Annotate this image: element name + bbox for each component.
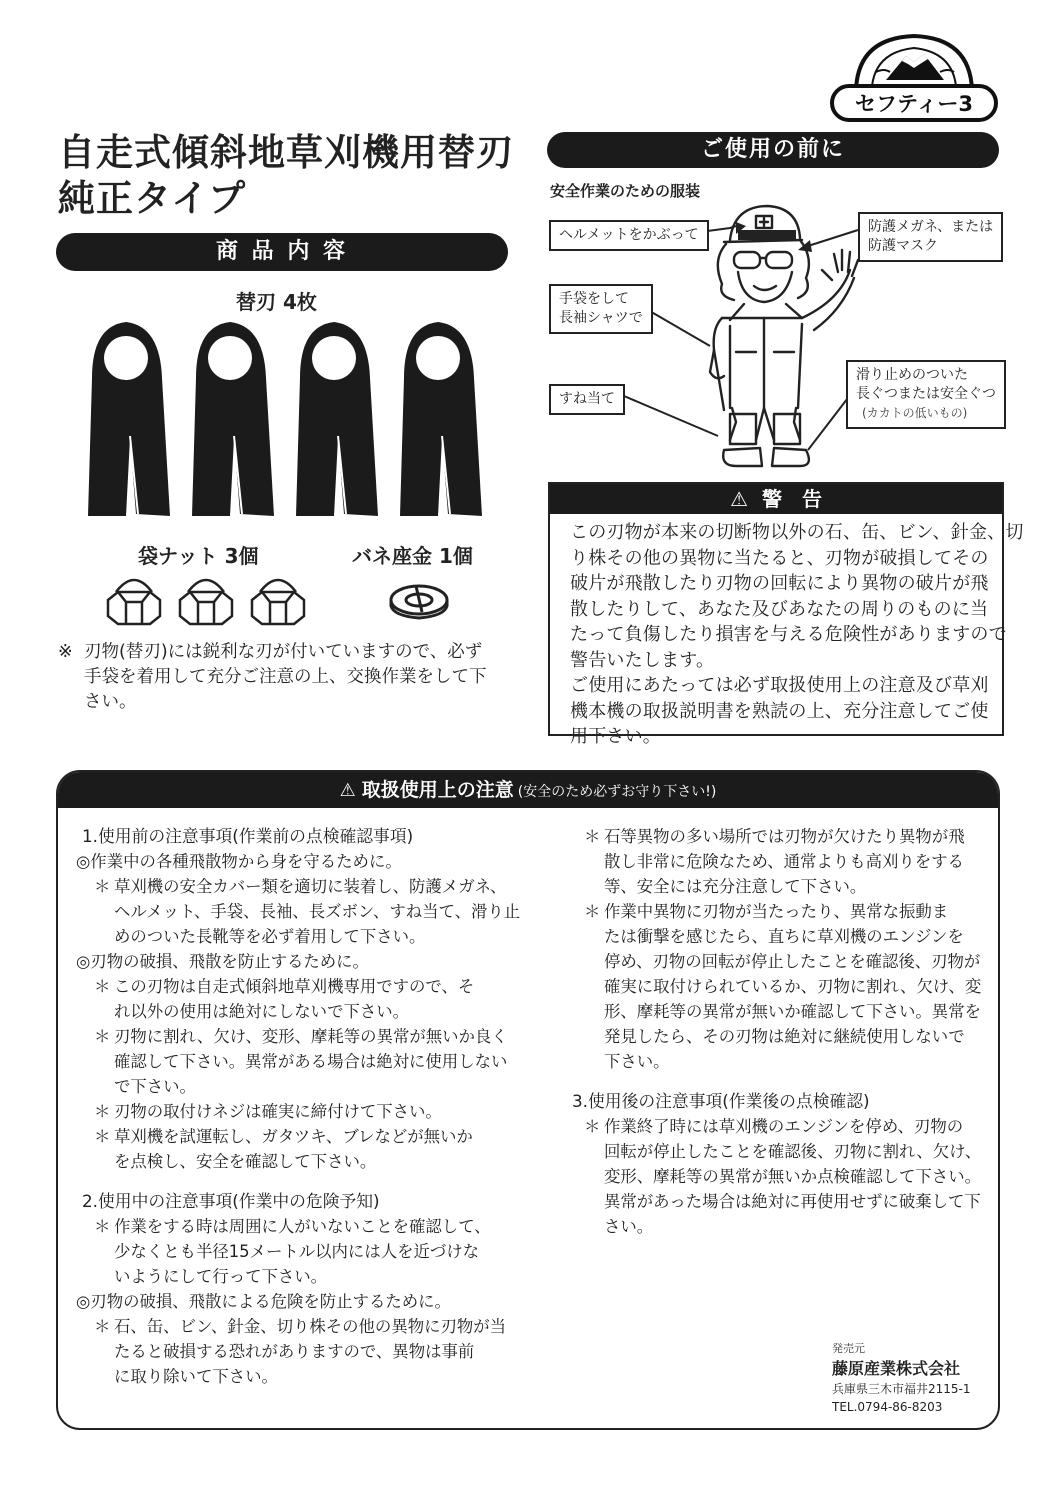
callout-goggles-line: 防護マスク xyxy=(868,238,938,254)
spring-washer-icon xyxy=(386,578,452,624)
handling-subtitle: (安全のため必ずお守り下さい!) xyxy=(517,784,717,800)
caution-item-line: 石、缶、ビン、針金、切り株その他の異物に刃物が当 xyxy=(114,1317,507,1336)
caution-item-line: たは衝撃を感じたら、直ちに草刈機のエンジンを xyxy=(604,927,964,946)
product-title-line-2: 純正タイプ xyxy=(58,177,247,220)
handling-warning-icon: ⚠ xyxy=(339,780,356,801)
purpose-line: ◎刃物の破損、飛散を防止するために。 xyxy=(76,952,369,971)
caution-item-line: 草刈機の安全カバー類を適切に装着し、防護メガネ、 xyxy=(114,877,507,896)
star-mark: ＊ xyxy=(94,977,111,996)
seller-company: 藤原産業株式会社 xyxy=(832,1359,961,1378)
handling-left-column xyxy=(76,824,521,1389)
caution-item-line: 下さい。 xyxy=(604,1052,670,1071)
callout-shoes xyxy=(846,360,1006,429)
cap-nut-icon xyxy=(180,580,232,624)
caution-item-line: 刃物の取付けネジは確実に締付けて下さい。 xyxy=(114,1102,442,1121)
caution-item xyxy=(566,899,996,1074)
blade-caution-note xyxy=(58,640,518,715)
product-title-line-1: 自走式傾斜地草刈機用替刃 xyxy=(58,131,514,174)
caution-item-line: に取り除いて下さい。 xyxy=(114,1367,278,1386)
section-gap xyxy=(76,1174,516,1189)
handling-header xyxy=(58,772,998,808)
caution-item xyxy=(566,824,996,899)
caution-item xyxy=(566,1114,996,1239)
blades-label: 替刃 4枚 xyxy=(236,290,317,314)
caution-item xyxy=(76,874,521,949)
callout-helmet: ヘルメットをかぶって xyxy=(549,220,709,251)
caution-item-line: 異常があった場合は絶対に再使用せずに破棄して下 xyxy=(604,1192,981,1211)
seller-tel: TEL.0794-86-8203 xyxy=(832,1400,943,1414)
section-heading: 3.使用後の注意事項(作業後の点検確認) xyxy=(572,1091,870,1111)
caution-item-line: 形、摩耗等の異常が無いか確認して下さい。異常を xyxy=(604,1002,981,1021)
caution-item-line: を点検し、安全を確認して下さい。 xyxy=(114,1152,377,1171)
replacement-blade-icon xyxy=(400,322,482,516)
warning-line: 用下さい。 xyxy=(570,726,661,747)
note-line: 刃物(替刃)には鋭利な刃が付いていますので、必ず xyxy=(84,642,483,662)
replacement-blade-icon xyxy=(192,322,274,516)
warning-line: 機本機の取扱説明書を熟読の上、充分注意してご使 xyxy=(570,700,989,722)
note-mark: ※ xyxy=(58,642,73,662)
warning-line: たって負傷したり損害を与える危険性がありますので xyxy=(570,624,1007,645)
caution-item-line: 変形、摩耗等の異常が無いか点検確認して下さい。 xyxy=(604,1167,981,1186)
caution-item-line: 少なくとも半径15メートル以内には人を近づけな xyxy=(114,1242,480,1261)
caution-item xyxy=(76,1214,516,1289)
warning-title: 警 告 xyxy=(761,487,822,511)
warning-line: り株その他の異物に当たると、刃物が破損してその xyxy=(570,547,989,569)
note-line: 手袋を着用して充分ご注意の上、交換作業をして下 xyxy=(84,667,487,687)
caution-item-line: 回転が停止したことを確認後、刃物に割れ、欠け、 xyxy=(604,1142,982,1161)
warning-line: 破片が飛散したり刃物の回転により異物の破片が飛 xyxy=(570,573,989,594)
caution-item-line: さい。 xyxy=(604,1217,654,1236)
caution-item-line: 停め、刃物の回転が停止したことを確認後、刃物が xyxy=(604,952,981,971)
caution-item-line: 確実に取付けられているか、刃物に割れ、欠け、変 xyxy=(604,977,982,996)
caution-item-line: この刃物は自走式傾斜地草刈機専用ですので、そ xyxy=(114,977,475,996)
section-gap xyxy=(566,1074,996,1089)
caution-item-line: たると破損する恐れがありますので、異物は事前 xyxy=(114,1342,475,1361)
purpose-line: ◎刃物の破損、飛散による危険を防止するために。 xyxy=(76,1292,451,1311)
replacement-blade-icon xyxy=(296,322,378,516)
caution-item-line: 草刈機を試運転し、ガタツキ、ブレなどが無いか xyxy=(114,1127,473,1146)
contents-header: 商 品 内 容 xyxy=(56,233,508,271)
cap-nut-icon xyxy=(108,580,160,624)
star-mark: ＊ xyxy=(94,1317,111,1336)
star-mark: ＊ xyxy=(94,1027,111,1046)
before-use-header: ご使用の前に xyxy=(547,132,999,168)
warning-line: 散したりして、あなた及びあなたの周りのものに当 xyxy=(570,598,989,620)
warning-box xyxy=(548,482,1024,747)
callout-shoes-line: 滑り止めのついた xyxy=(856,367,968,383)
section-heading: 2.使用中の注意事項(作業中の危険予知) xyxy=(82,1191,380,1211)
caution-item-line: 発見したら、その刃物は絶対に継続使用しないで xyxy=(604,1027,965,1046)
caution-item-line: めのついた長靴等を必ず着用して下さい。 xyxy=(114,927,426,946)
nuts-label: 袋ナット 3個 xyxy=(138,544,259,568)
caution-item-line: 作業をする時は周囲に人がいないことを確認して、 xyxy=(114,1217,491,1236)
callout-shoes-note: (カカトの低いもの) xyxy=(862,406,968,420)
callout-goggles-line: 防護メガネ、または xyxy=(868,219,994,235)
seller-address: 兵庫県三木市福井2115-1 xyxy=(832,1382,971,1396)
warning-line: 警告いたします。 xyxy=(570,649,715,671)
caution-item-line: 等、安全には充分注意して下さい。 xyxy=(604,877,867,896)
caution-item-line: 散し非常に危険なため、通常よりも高刈りをする xyxy=(604,852,964,871)
caution-item-line: ヘルメット、手袋、長袖、長ズボン、すね当て、滑り止 xyxy=(114,902,521,921)
washer-label: バネ座金 1個 xyxy=(352,544,473,568)
callout-shin-guard: すね当て xyxy=(549,384,625,415)
caution-item xyxy=(76,974,516,1024)
cap-nut-set xyxy=(100,572,310,628)
caution-item xyxy=(76,1024,516,1099)
warning-line: ご使用にあたっては必ず取扱使用上の注意及び草刈 xyxy=(570,675,989,696)
star-mark: ＊ xyxy=(94,877,111,896)
caution-item-line: いようにして行って下さい。 xyxy=(114,1267,328,1286)
note-line: さい。 xyxy=(84,692,137,712)
caution-item-line: 確認して下さい。異常がある場合は絶対に使用しない xyxy=(114,1052,508,1071)
star-mark: ＊ xyxy=(584,1117,601,1136)
caution-item xyxy=(76,1314,516,1389)
warning-icon: ⚠ xyxy=(730,487,748,511)
handling-right-column xyxy=(566,824,996,1239)
brand-logo xyxy=(828,28,1000,124)
seller-info xyxy=(832,1340,971,1416)
seller-label: 発売元 xyxy=(832,1342,865,1355)
replacement-blade-icon xyxy=(88,322,170,516)
caution-item-line: で下さい。 xyxy=(114,1077,196,1096)
warning-text xyxy=(570,520,1024,750)
brand-logo-text: セフティー3 xyxy=(855,92,973,116)
callout-gloves-line: 手袋をして xyxy=(559,291,629,307)
caution-item xyxy=(76,1124,516,1174)
star-mark: ＊ xyxy=(584,827,601,846)
cap-nut-icon xyxy=(252,580,304,624)
star-mark: ＊ xyxy=(94,1217,111,1236)
caution-item-line: 刃物に割れ、欠け、変形、摩耗等の異常が無いか良く xyxy=(114,1027,508,1046)
callout-goggles xyxy=(858,212,1003,262)
warning-header xyxy=(550,484,1002,514)
caution-item xyxy=(76,1099,516,1124)
callout-gloves xyxy=(549,284,653,334)
star-mark: ＊ xyxy=(94,1127,111,1146)
handling-title: 取扱使用上の注意 xyxy=(361,779,514,801)
callout-shoes-line: 長ぐつまたは安全ぐつ xyxy=(856,386,996,402)
caution-item-line: れ以外の使用は絶対にしないで下さい。 xyxy=(114,1002,410,1021)
warning-line: この刃物が本来の切断物以外の石、缶、ビン、針金、切 xyxy=(570,522,1024,543)
blade-set xyxy=(84,318,494,520)
caution-item-line: 作業中異物に刃物が当たったり、異常な振動ま xyxy=(604,902,949,921)
callout-gloves-line: 長袖シャツで xyxy=(559,310,643,326)
section-heading: 1.使用前の注意事項(作業前の点検確認事項) xyxy=(82,826,414,846)
star-mark: ＊ xyxy=(94,1102,111,1121)
product-title xyxy=(58,130,514,222)
safety-clothing-subtitle: 安全作業のための服装 xyxy=(550,182,701,200)
purpose-line: ◎作業中の各種飛散物から身を守るために。 xyxy=(76,852,402,871)
star-mark: ＊ xyxy=(584,902,601,921)
caution-item-line: 作業終了時には草刈機のエンジンを停め、刃物の xyxy=(604,1117,964,1136)
caution-item-line: 石等異物の多い場所では刃物が欠けたり異物が飛 xyxy=(604,827,965,846)
